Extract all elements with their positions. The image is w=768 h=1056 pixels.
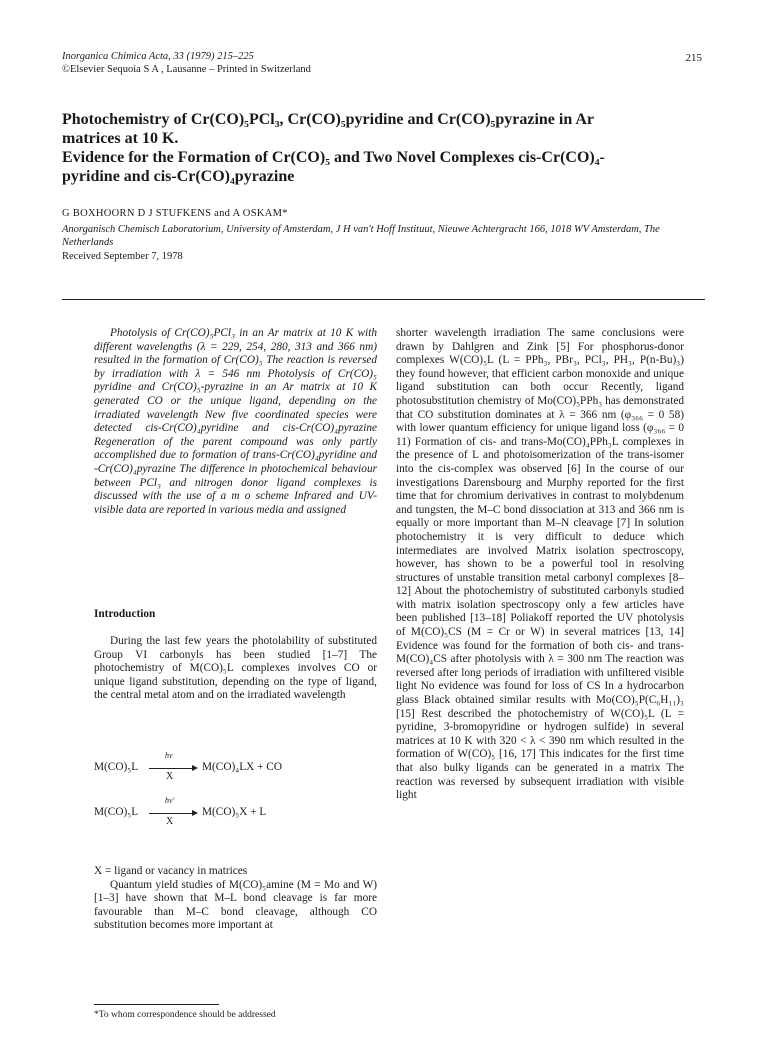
- intro-para-3: Quantum yield studies of M(CO)₅amine (M = Mo and W) [1–3] have shown that M–L bond cleavage is far more favourable than M–C bond cleavage, although CO substitution becomes more important at: [94, 878, 377, 932]
- eq2-x-label: X: [166, 816, 174, 827]
- eq1-x-label: X: [166, 771, 174, 782]
- intro-x-definition: X = ligand or vacancy in matrices: [94, 865, 248, 877]
- eq2-arrow: [149, 813, 193, 814]
- received-date: Received September 7, 1978: [62, 251, 183, 262]
- eq1-reactant: M(CO)₅L: [94, 761, 139, 773]
- equation-1: [94, 751, 377, 782]
- eq1-hv-label: hν: [165, 751, 173, 760]
- eq1-arrow: [149, 768, 193, 769]
- footnote-divider: [94, 1004, 219, 1005]
- abstract-block: [94, 327, 377, 517]
- affiliation: Anorganisch Chemisch Laboratorium, University of Amsterdam, J H van't Hoff Instituut, Nieuwe Achtergracht 166, 1018 WV Amsterdam, The Netherlands: [62, 224, 660, 248]
- correspondence-footnote: *To whom correspondence should be addressed: [94, 1010, 276, 1020]
- eq2-hv-label: hν': [165, 796, 175, 805]
- right-column: [396, 327, 684, 803]
- introduction-paragraph-1: [94, 635, 377, 703]
- author-list: G BOXHOORN D J STUFKENS and A OSKAM*: [62, 208, 288, 219]
- eq2-product: M(CO)₅X + L: [202, 806, 267, 818]
- introduction-paragraph-2: [94, 865, 377, 933]
- intro-para-1: During the last few years the photolability of substituted Group VI carbonyls has been studied [1–7] The photochemistry of M(CO)₅L complexes involves CO or unique ligand substitution, depending on the type of ligand, the central metal atom and on the irradiated wavelength: [94, 635, 377, 702]
- title-line-1: Photochemistry of Cr(CO)₅PCl₃, Cr(CO)₅pyridine and Cr(CO)₅pyrazine in Ar: [62, 111, 595, 128]
- title-line-4: pyridine and cis-Cr(CO)₄pyrazine: [62, 168, 295, 185]
- right-column-text: shorter wavelength irradiation The same conclusions were drawn by Dahlgren and Zink [5] For phosphorus-donor complexes W(CO)₅L (L = PPh₃, PBr₃, PCl₃, PH₃, P(n-Bu)₃) they found however, that efficient carbon monoxide and unique ligand substitution can both occur Recently, ligand photosubstitution chemistry of Mo(CO)₅PPh₃ has demonstrated that CO substitution dominates at λ = 366 nm (φ₃₆₆ = 0 58) with lower quantum efficiency for unique ligand loss (φ₃₆₆ = 0 11) Formation of cis- and trans-Mo(CO)₄PPh₃L complexes in the presence of L and photoisomerization of the trans-isomer into the cis-complex was observed [6] In the course of our investigations Darensbourg and Murphy reported for the first time that for chromium derivatives in contrast to molybdenum and tungsten, the M–C bond dissociation at 313 and 366 nm is equally or more important than M–N cleavage [7] In solution photochemistry it is very difficult to deduce which intermediates are involved Matrix isolation spectroscopy, however, has shown to be a powerful tool in resolving structures of unstable transition metal carbonyl complexes [8–12] About the photochemistry of substituted carbonyls studied with matrix isolation spectroscopy only a few articles have been published [13–18] Poliakoff reported the UV photolysis of M(CO)₅CS (M = Cr or W) in several matrices [13, 14] Evidence was found for the formation of both cis- and trans-M(CO)₄CS after photolysis with λ = 300 nm The reaction was reversed after long periods of irradiation with unfiltered visible light No evidence was found for loss of CS In a hydrocarbon glass Black obtained similar results with Mo(CO)₅P(C₆H₁₁)₃ [15] Rest described the photochemistry of W(CO)₅L (L = pyridine, 3-bromopyridine or hydrogen sulfide) in several matrices at 10 K with 320 < λ < 390 nm which resulted in the formation of W(CO)₅ [16, 17] This indicates for the first time that also bulky ligands can be generated in a matrix The reaction was reversed by subsequent irradiation with visible light: [396, 327, 684, 802]
- journal-citation: Inorganica Chimica Acta, 33 (1979) 215–225: [62, 51, 254, 62]
- title-line-2: matrices at 10 K.: [62, 130, 179, 147]
- copyright-line: ©Elsevier Sequoia S A , Lausanne – Printed in Switzerland: [62, 64, 311, 75]
- introduction-heading: Introduction: [94, 608, 156, 620]
- eq2-arrowhead: [192, 810, 198, 816]
- title-line-3: Evidence for the Formation of Cr(CO)₅ and Two Novel Complexes cis-Cr(CO)₄-: [62, 149, 605, 166]
- header-divider: [62, 299, 705, 300]
- abstract-text: Photolysis of Cr(CO)₅PCl₃ in an Ar matrix at 10 K with different wavelengths (λ = 229, 254, 280, 313 and 366 nm) resulted in the formation of Cr(CO)₅ The reaction is reversed by irradiation with λ = 546 nm Photolysis of Cr(CO)₅ pyridine and Cr(CO)₅-pyrazine in an Ar matrix at 10 K generated CO or the unique ligand, depending on the irradiated wavelength New five coordinated species were detected cis-Cr(CO)₄pyridine and cis-Cr(CO)₄pyrazine Regeneration of the parent compound was only partly accomplished due to formation of trans-Cr(CO)₄pyridine and -Cr(CO)₄pyrazine The difference in photochemical behaviour between PCl₃ and nitrogen donor ligand complexes is discussed with the use of a m o scheme Infrared and UV-visible data are reported in various media and assigned: [94, 327, 377, 516]
- page-number: 215: [685, 52, 702, 64]
- article-title: [62, 110, 702, 186]
- equation-2: [94, 796, 377, 827]
- eq2-reactant: M(CO)₅L: [94, 806, 139, 818]
- eq1-product: M(CO)₄LX + CO: [202, 761, 282, 773]
- eq1-arrowhead: [192, 765, 198, 771]
